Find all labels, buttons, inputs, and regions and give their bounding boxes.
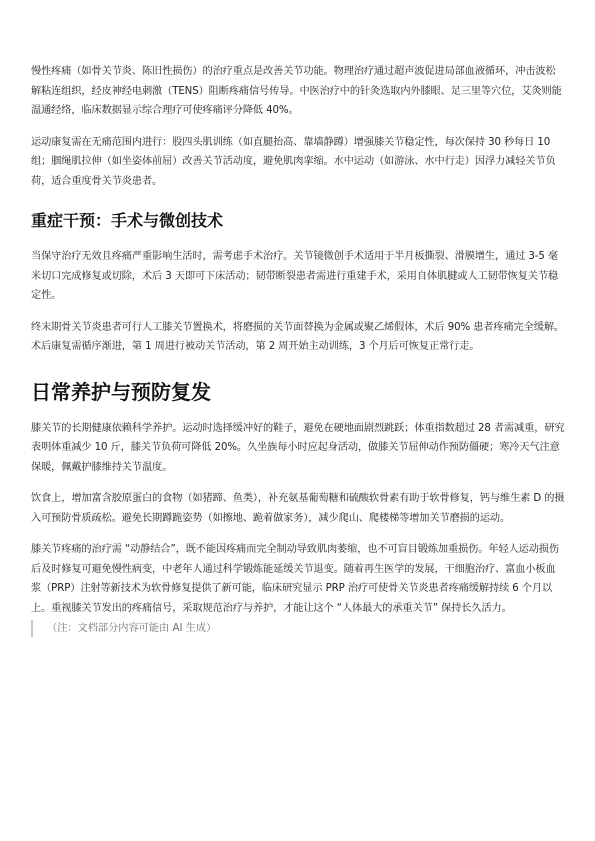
ai-generated-note: （注：文档部分内容可能由 AI 生成）: [31, 620, 565, 637]
paragraph-chronic-pain: 慢性疼痛（如骨关节炎、陈旧性损伤）的治疗重点是改善关节功能。物理治疗通过超声波促进局部血液循环，冲击波松解粘连组织，经皮神经电刺激（TENS）阻断疼痛信号传导。中医治疗中的针灸选取内外膝眼、足三里等穴位，艾灸则能温通经络，临床数据显示综合理疗可使疼痛评分降低 40%。: [31, 66, 562, 116]
section-heading-prevention: 日常养护与预防复发: [31, 379, 211, 404]
paragraph-knee-replacement: 终末期骨关节炎患者可行人工膝关节置换术，将磨损的关节面替换为金属或聚乙烯假体，术后 90% 患者疼痛完全缓解。术后康复需循序渐进，第 1 周进行被动关节活动，第 2 周开始主动训练，3 个月后可恢复正常行走。: [31, 321, 564, 352]
paragraph-diet: 饮食上，增加富含胶原蛋白的食物（如猪蹄、鱼类），补充氨基葡萄糖和硫酸软骨素有助于软骨修复，钙与维生素 D 的摄入可预防骨质疏松。避免长期蹲跪姿势（如擦地、跪着做家务），减少爬山、爬楼梯等增加关节磨损的运动。: [31, 493, 565, 524]
paragraph-conservative-failure: 当保守治疗无效且疼痛严重影响生活时，需考虑手术治疗。关节镜微创手术适用于半月板撕裂、滑膜增生，通过 3-5 毫米切口完成修复或切除，术后 3 天即可下床活动；韧带断裂患者需进行重建手术，采用自体肌腱或人工韧带恢复关节稳定性。: [31, 251, 559, 301]
paragraph-conclusion: 膝关节疼痛的治疗需 “动静结合”，既不能因疼痛而完全制动导致肌肉萎缩，也不可盲目锻炼加重损伤。年轻人运动损伤后及时修复可避免慢性病变，中老年人通过科学锻炼能延缓关节退变。随着再生医学的发展，干细胞治疗、富血小板血浆（PRP）注射等新技术为软骨修复提供了新可能，临床研究显示 PRP 治疗可使骨关节炎患者疼痛缓解持续 6 个月以上。重视膝关节发出的疼痛信号，采取规范治疗与养护，才能让这个 “人体最大的承重关节” 保持长久活力。: [31, 544, 559, 614]
paragraph-long-term-care: 膝关节的长期健康依赖科学养护。运动时选择缓冲好的鞋子，避免在硬地面剧烈跳跃；体重指数超过 28 者需减重，研究表明体重减少 10 斤，膝关节负荷可降低 20%。久坐族每小时应起身活动，做膝关节屈伸动作预防僵硬；寒冷天气注意保暖，佩戴护膝维持关节温度。: [31, 422, 565, 473]
paragraph-exercise-rehab: 运动康复需在无痛范围内进行：股四头肌训练（如直腿抬高、靠墙静蹲）增强膝关节稳定性，每次保持 30 秒每日 10 组；腘绳肌拉伸（如坐姿体前屈）改善关节活动度，避免肌肉挛缩。水中运动（如游泳、水中行走）因浮力减轻关节负荷，适合重度骨关节炎患者。: [31, 136, 556, 187]
section-heading-surgery: 重症干预：手术与微创技术: [31, 211, 224, 230]
